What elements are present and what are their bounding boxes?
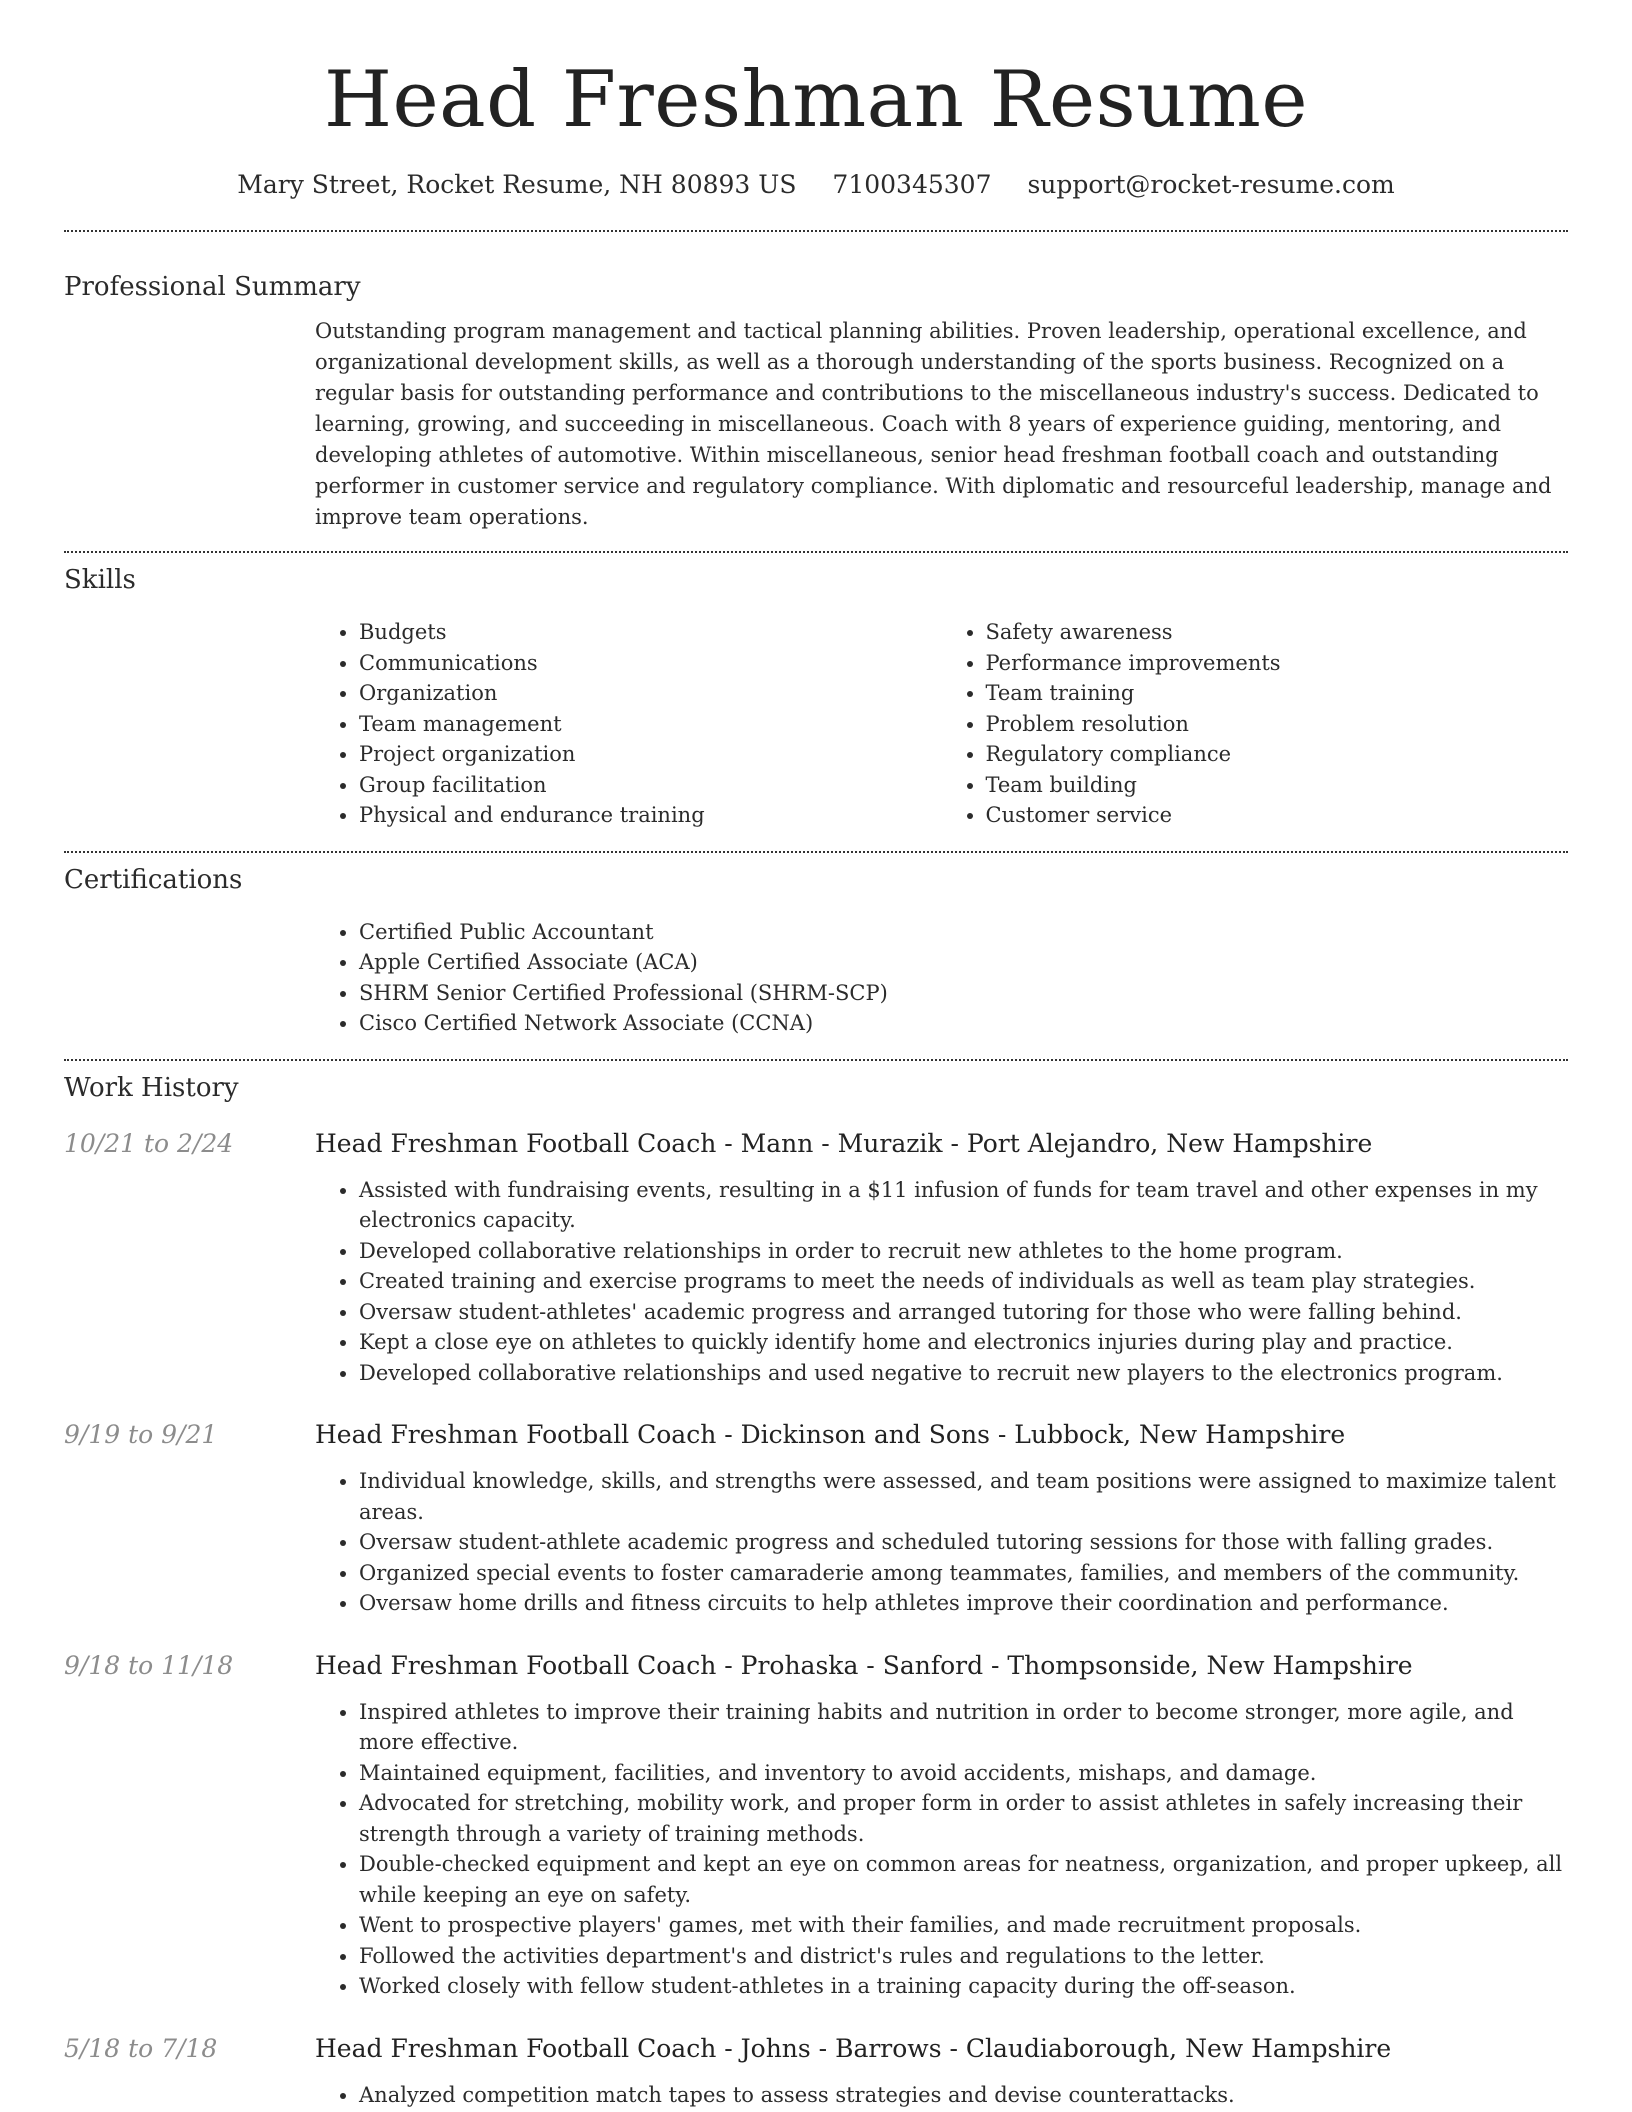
job-bullet: • Created training and exercise programs to meet the needs of individuals as well as team play strategies. — [359, 1266, 1568, 1297]
job-bullet: • Worked closely with fellow student-athletes in a training capacity during the off-season. — [359, 1971, 1568, 2002]
job-bullets — [315, 1466, 1568, 1619]
job-bullet: • Went to prospective players' games, met with their families, and made recruitment proposals. — [359, 1910, 1568, 1941]
resume-title: Head Freshman Resume — [323, 55, 1308, 145]
skill-item: • Team training — [986, 678, 1569, 709]
contact-address: Mary Street, Rocket Resume, NH 80893 US — [237, 170, 797, 199]
job-bullet: • Advocated for stretching, mobility work, and proper form in order to assist athletes in safely increasing their strength through a variety of training methods. — [359, 1788, 1568, 1849]
skill-item: • Customer service — [986, 800, 1569, 831]
job-header — [64, 1127, 1568, 1161]
certifications-list-wrap — [315, 917, 1568, 1039]
job-bullet: • Organized special events to foster camaraderie among teammates, families, and members of the community. — [359, 1558, 1568, 1589]
job-bullet: • Developed collaborative relationships in order to recruit new athletes to the home program. — [359, 1236, 1568, 1267]
contact-email: support@rocket-resume.com — [1027, 170, 1395, 199]
skill-item: • Problem resolution — [986, 709, 1569, 740]
contact-line — [64, 168, 1568, 202]
job-bullet: • Oversaw student-athletes' academic progress and arranged tutoring for those who were falling behind. — [359, 1297, 1568, 1328]
job-entry — [64, 1418, 1568, 1619]
job-bullets-wrap — [315, 1466, 1568, 1619]
skills-list-left — [315, 617, 942, 831]
certifications-section — [64, 853, 1568, 1039]
job-entry — [64, 1649, 1568, 2002]
skill-item: • Project organization — [359, 739, 942, 770]
job-dates: 9/19 to 9/21 — [64, 1420, 218, 1449]
job-dates: 5/18 to 7/18 — [64, 2033, 218, 2063]
job-bullet: • Developed collaborative relationships and used negative to recruit new players to the electronics program. — [359, 1358, 1568, 1389]
skills-grid — [315, 617, 1568, 831]
skill-item: • Organization — [359, 678, 942, 709]
job-header — [64, 1418, 1568, 1452]
certifications-list — [315, 917, 1568, 1039]
job-bullet: • Oversaw student-athlete academic progress and scheduled tutoring sessions for those with falling grades. — [359, 1527, 1568, 1558]
job-bullet: • Analyzed competition match tapes to assess strategies and devise counterattacks. — [359, 2080, 1568, 2111]
job-bullets — [315, 1175, 1568, 1389]
job-title: Head Freshman Football Coach - Johns - Barrows - Claudiaborough, New Hampshire — [315, 2033, 1392, 2063]
skill-item: • Team management — [359, 709, 942, 740]
job-bullet: • Maintained equipment, facilities, and inventory to avoid accidents, mishaps, and damage. — [359, 1758, 1568, 1789]
work-section — [64, 1061, 1568, 2111]
certifications-heading: Certifications — [64, 864, 243, 895]
job-bullet: • Followed the activities department's and district's rules and regulations to the letter. — [359, 1941, 1568, 1972]
summary-text: Outstanding program management and tactical planning abilities. Proven leadership, operational excellence, and organizational development skills, as well as a thorough understanding of the sports business. Recognized on a regular basis for outstanding performance and contributions to the miscellaneous industry's success. Dedicated to learning, growing, and succeeding in miscellaneous. Coach with 8 years of experience guiding, mentoring, and developing athletes of automotive. Within miscellaneous, senior head freshman football coach and outstanding performer in customer service and regulatory compliance. With diplomatic and resourceful leadership, manage and improve team operations. — [315, 319, 1552, 529]
job-bullet: • Assisted with fundraising events, resulting in a $11 infusion of funds for team travel and other expenses in my electronics capacity. — [359, 1175, 1568, 1236]
job-bullet: • Oversaw home drills and fitness circuits to help athletes improve their coordination and performance. — [359, 1588, 1568, 1619]
job-entry — [64, 1127, 1568, 1389]
skill-item: • Regulatory compliance — [986, 739, 1569, 770]
certification-item: • SHRM Senior Certified Professional (SHRM-SCP) — [359, 978, 1568, 1009]
job-bullet: • Kept a close eye on athletes to quickly identify home and electronics injuries during play and practice. — [359, 1327, 1568, 1358]
skill-item: • Safety awareness — [986, 617, 1569, 648]
job-bullets — [315, 1697, 1568, 2002]
skills-section — [64, 553, 1568, 831]
summary-section — [64, 232, 1568, 533]
skill-item: • Group facilitation — [359, 770, 942, 801]
certification-item: • Apple Certified Associate (ACA) — [359, 947, 1568, 978]
resume-page — [64, 0, 1568, 2110]
job-dates: 9/18 to 11/18 — [64, 1650, 234, 1680]
skill-item: • Budgets — [359, 617, 942, 648]
job-bullets-wrap — [315, 1697, 1568, 2002]
summary-heading: Professional Summary — [64, 272, 361, 302]
job-bullets — [315, 2080, 1568, 2111]
job-bullet: • Double-checked equipment and kept an eye on common areas for neatness, organization, and proper upkeep, all while keeping an eye on safety. — [359, 1849, 1568, 1910]
skill-item: • Physical and endurance training — [359, 800, 942, 831]
skill-item: • Performance improvements — [986, 648, 1569, 679]
skill-item: • Communications — [359, 648, 942, 679]
job-entry — [64, 2032, 1568, 2111]
job-header — [64, 2032, 1568, 2066]
job-bullets-wrap — [315, 1175, 1568, 1389]
contact-phone: 7100345307 — [832, 170, 992, 199]
job-dates: 10/21 to 2/24 — [64, 1128, 234, 1158]
skills-heading: Skills — [64, 565, 136, 595]
work-heading: Work History — [64, 1072, 239, 1103]
certification-item: • Cisco Certified Network Associate (CCNA) — [359, 1008, 1568, 1039]
job-title: Head Freshman Football Coach - Mann - Murazik - Port Alejandro, New Hampshire — [315, 1128, 1373, 1158]
skill-item: • Team building — [986, 770, 1569, 801]
job-bullet: • Inspired athletes to improve their training habits and nutrition in order to become stronger, more agile, and more effective. — [359, 1697, 1568, 1758]
job-header — [64, 1649, 1568, 1683]
job-bullet: • Individual knowledge, skills, and strengths were assessed, and team positions were assigned to maximize talent areas. — [359, 1466, 1568, 1527]
job-title: Head Freshman Football Coach - Prohaska - Sanford - Thompsonside, New Hampshire — [315, 1650, 1413, 1680]
job-bullets-wrap — [315, 2080, 1568, 2111]
certification-item: • Certified Public Accountant — [359, 917, 1568, 948]
skills-list-right — [942, 617, 1569, 831]
job-title: Head Freshman Football Coach - Dickinson and Sons - Lubbock, New Hampshire — [315, 1420, 1346, 1449]
